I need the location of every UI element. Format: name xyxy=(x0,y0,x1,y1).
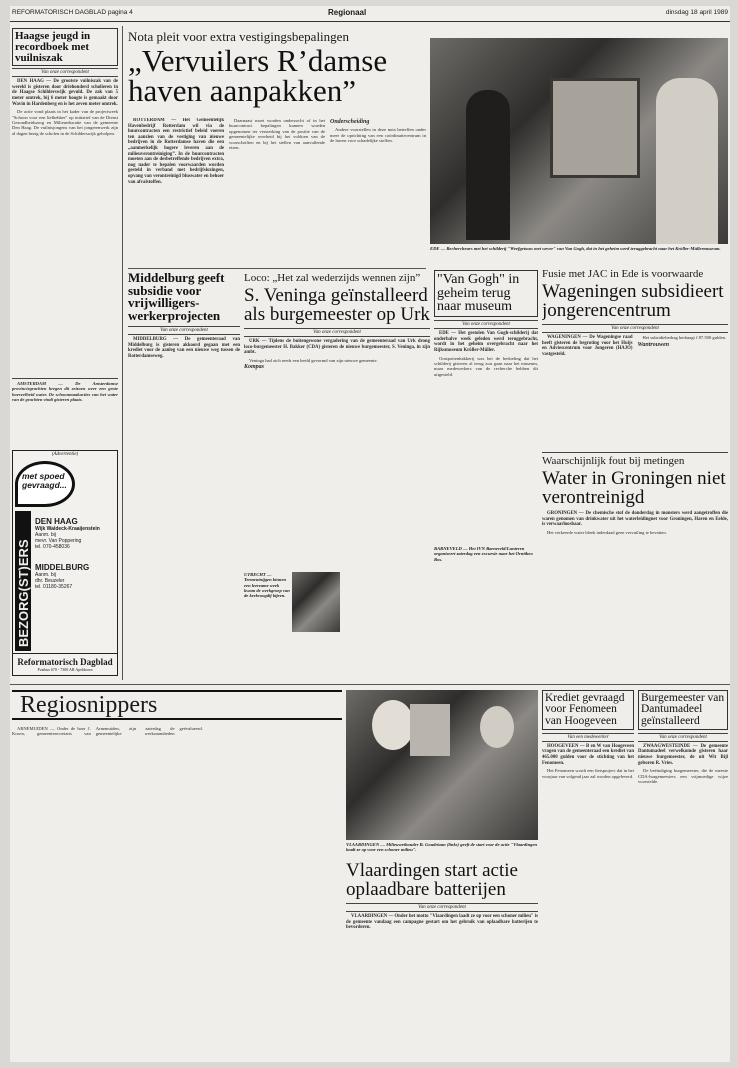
article-vlaardingen xyxy=(346,862,538,1060)
article-title: Wageningen subsidieert jongerencentrum xyxy=(542,281,724,321)
article-lead: GRONINGEN — De chemische stof de donderdag in monsters werd aangetroffen die waren genomen van drinkwater uit het waterleidingnet voor Groningen, Haren en Eelde, is verwaarloosbaar. xyxy=(542,511,728,528)
article-body: Daarnaast moet worden onderzocht of in het huurcontract bepalingen kunnen worden opgenomen ter versterking van de positie van de gemeentelijke overheid bij het voldoen van de voorschriften en bij het stellen van aanvullende eisen. xyxy=(229,118,325,151)
article-byline: Van onze correspondent xyxy=(12,68,118,77)
photo-face-right xyxy=(480,706,514,748)
article-veninga xyxy=(244,272,430,692)
photo-painting xyxy=(550,78,640,178)
article-title: Krediet gevraagd voor Fenomeen van Hoogeveen xyxy=(542,690,634,730)
article-krediet xyxy=(542,690,634,1062)
article-lead: ZWAAGWESTEINDE — De gemeente Dantumadeel verwelkomde gisteren haar nieuwe burgemeester, de uit Wit Bijl geboren R. Vries. xyxy=(638,743,728,766)
article-lead: VLAARDINGEN — Onder het motto "Vlaardingen laadt ze op voor een schoner milieu" is de gemeente vandaag een campagne gestart om het gebruik van oplaadbare batterijen te bevorderen. xyxy=(346,914,538,931)
header-date: dinsdag 18 april 1989 xyxy=(665,9,728,16)
ad-brand: Reformatorisch Dagblad xyxy=(17,657,113,667)
ad-slogan: met spoed gevraagd... xyxy=(22,471,67,490)
article-title: Water in Groningen niet verontreinigd xyxy=(542,468,726,508)
article-groningen xyxy=(542,452,728,678)
article-kicker: Loco: „Het zal wederzijds wennen zijn” xyxy=(244,272,421,284)
page-header xyxy=(10,6,730,22)
regiosnippers-banner xyxy=(12,690,342,720)
ad-vertical-text: BEZORG(ST)ERS xyxy=(16,539,31,647)
header-left: REFORMATORISCH DAGBLAD pagina 4 xyxy=(12,9,133,16)
article-subhead: Onderscheiding xyxy=(330,119,370,125)
article-lead: ROTTERDAM — Het Gemeentelijk Havenbedrijf Rotterdam wil via de huurcontracten een restrictief beleid voeren ten aanzien van de vestiging van nieuwe bedrijven in de Rotterdamse haven die een „aanmerkelijk hogere leveren aan de milieuverontreiniging”. In de huurcontracten moeten aan de desbetreffende bedrijven extra, nog nader te bepalen voorwaarden worden gesteld in verband met bedrijfslozingen, opvang van verontreinigd bluswater en behoer van afvalstoffen. xyxy=(128,118,224,185)
article-haagse-jeugd xyxy=(12,28,118,420)
ad-footer xyxy=(13,653,117,675)
article-lead: WAGENINGEN — De Wageningse raad heeft gisteren de begroting voor het Huijs en Adviescentrum voor Jongeren (HAJO) vastgesteld. xyxy=(542,335,633,357)
caption-ede: EDE — Rechercheurs met het schilderij "Weefgetouw met wever" van Van Gogh, dat in het geheim werd teruggebracht naar het Kröller-Müllermuseum. xyxy=(430,246,721,251)
article-body: Het subsidiebedrag bedraagt f 87.500 gulden. xyxy=(642,335,727,341)
article-body: Het verkeerde water bleek inderdaad geen vervuiling te bevatten. xyxy=(547,530,667,535)
photo-face-left xyxy=(372,700,414,750)
ad-addr1: Aanm. bij xyxy=(35,532,56,538)
caption-text: AMSTERDAM — De Amsterdamse provinciegrachten kregen dit seizoen weer een grote hoeveelheid water. De schoonmaakacties van het water van de grachten vindt gisteren plaats. xyxy=(12,381,118,402)
article-dantumadeel xyxy=(638,690,728,1062)
article-title: Vlaardingen start actie oplaadbare batterijen xyxy=(346,862,518,900)
article-jac xyxy=(542,268,728,448)
header-section: Regionaal xyxy=(328,8,367,17)
ad-vertical-bar xyxy=(15,511,31,651)
article-byline: Van onze correspondent xyxy=(346,903,538,912)
vervuilers-col3 xyxy=(330,118,426,266)
column-rule xyxy=(122,26,123,680)
photo-battery-sign xyxy=(410,704,450,756)
caption-amsterdam xyxy=(12,378,118,442)
ad-city2: MIDDELBURG xyxy=(35,563,90,572)
ad-wijk: Wijk Waldeck-Kraaijenstein xyxy=(35,526,100,532)
article-byline: Van onze correspondent xyxy=(434,320,538,329)
ad-contact-middelburg xyxy=(35,563,115,590)
regio-title: Regiosnippers xyxy=(20,692,158,718)
caption-utrecht: UTRECHT — Termeninijgen binnen een leerzame week kwam de werkgroep van de kerkvoogdij bijeen. xyxy=(244,572,290,599)
article-byline: Van onze correspondent xyxy=(542,324,728,333)
article-title: Haagse jeugd in recordboek met vuilniszak xyxy=(12,28,118,66)
ad-name1: mevr. Van Poppering xyxy=(35,538,82,544)
article-title: Middelburg geeft subsidie voor vrijwilligers-werkerprojecten xyxy=(128,272,225,324)
article-lead: URK — Tijdens de buitengewone vergadering van de gemeenteraad van Urk drong loco-burgemeester H. Bakker (CDA) gisteren de nieuwe burgemeester, S. Veninga, in zijn ambt. xyxy=(244,339,430,356)
article-lead: EDE — Het gestolen Van Gogh-schilderij dat onderhalve week geleden werd teruggebracht, wordt in het geheim overgebracht naar het Rijksmuseum Kröller-Müller. xyxy=(434,331,538,353)
article-lead: DEN HAAG — De grootste vuilniszak van de wereld is gisteren door driehonderd scholieren in de Haagse Schilderswijk gevuld. De zak van 5 meter omtrek, bij 6 meter hoogte is gemaakt door Wavin in Hardenberg en is het zeven meter omtrek. xyxy=(12,79,118,107)
ad-label: (Advertentie) xyxy=(51,452,79,457)
article-body2: Andere voorstellen in deze nota betreffen onder meer de oprichting van een coördinatiecentrum in de haven voor schadelijke stoffen. xyxy=(330,127,426,144)
photo-vlaardingen xyxy=(346,690,538,840)
article-kicker: Nota pleit voor extra vestigingsbepalingen xyxy=(128,30,349,44)
article-byline: Van onze correspondent xyxy=(638,733,728,742)
article-body: MIDDELBURG — De gemeenteraad van Middelburg is gisteren akkoord gegaan met een krediet voor de aanleg van een nieuwe weg tussen de Rotterdamseweg. xyxy=(128,336,240,359)
article-vangogh xyxy=(434,270,538,540)
article-kicker: Fusie met JAC in Ede is voorwaarde xyxy=(542,268,704,280)
article-title: „Vervuilers R’damse haven aanpakken” xyxy=(128,43,388,109)
article-byline: Van een medewerker xyxy=(542,733,634,742)
article-body: Oostpottenbakkerij was het de bedoeling dat het schilderij gisteren al terug zou gaan naar het museum, maar medewerkers van de recherche hebben dit uitgesteld. xyxy=(434,355,538,377)
caption-vlaardingen: VLAARDINGEN — Milieuwethouder B. Goudriaan (links) geeft de start voor de actie "Vlaardingen laadt ze op voor een schoner milieu". xyxy=(346,842,538,853)
regiosnippers-body xyxy=(12,726,342,1060)
ad-addr2: Aanm. bij xyxy=(35,572,56,578)
photo-utrecht xyxy=(292,572,340,632)
caption-barneveld: BARNEVELD — Het IVN Barneveld/Lunteren organiseert zaterdag een excursie naar het Ornitheo Bos. xyxy=(434,546,533,562)
photo-figure-left xyxy=(466,90,510,240)
article-body: Veninga had zich reeds een beeld gevormd van zijn nieuwe gemeente. xyxy=(249,358,378,363)
vervuilers-col2 xyxy=(229,118,325,266)
vervuilers-col1 xyxy=(128,118,224,266)
article-byline: Van onze correspondent xyxy=(244,328,430,337)
photo-ede-painting xyxy=(430,38,728,244)
article-body: De beëindiging burgemeester, die de meeste CDA-burgemeesters een vrijmoedige wijze voorstelde. xyxy=(638,768,728,784)
ad-name2: dhr. Beuzeler xyxy=(35,578,65,584)
article-title: "Van Gogh" in geheim terug naar museum xyxy=(434,270,538,317)
article-body: De actie vond plaats in het kader van de projectweek "Schoon voor een liefhebber" op initiatief van de Dienst Gezondheidszorg en Milieueducatie van de gemeente Den Haag. De vuilnisjongens van het jongerenwerk zijn al dagen bezig de scholen in de Schilderswijk geholpen. xyxy=(12,109,118,136)
rule xyxy=(128,268,426,269)
newspaper-page xyxy=(10,6,730,1062)
article-title: S. Veninga geïnstalleerd als burgemeester op Urk xyxy=(244,285,430,325)
article-kicker: Waarschijnlijk fout bij metingen xyxy=(542,455,685,467)
photo-figure-right xyxy=(656,78,718,244)
ad-city1: DEN HAAG xyxy=(35,517,78,526)
article-subhead: Wantrouwen xyxy=(637,341,670,348)
speech-bubble xyxy=(15,461,75,507)
article-middelburg xyxy=(128,272,240,420)
ad-tel2: tel. 01180-35267 xyxy=(35,584,73,590)
article-vervuilers xyxy=(128,30,426,266)
advertisement xyxy=(12,450,118,676)
article-body: Het Fenomeen wordt een fietsproject dat in het voorjaar van volgend jaar zal worden opgeleverd. xyxy=(542,768,634,779)
rule xyxy=(10,684,730,685)
article-subhead: Kompas xyxy=(244,364,265,371)
ad-brand-sub: Postbus 670 - 7300 AR Apeldoorn xyxy=(37,667,93,672)
article-byline: Van onze correspondent xyxy=(128,326,240,335)
article-lead: HOOGEVEEN — B en W van Hoogeveen vragen van de gemeenteraad een krediet van 465.000 gulden voor de stichting van het Fenomeen. xyxy=(542,743,634,766)
regio-body: ARNEMUIDEN — Onder de hoer J. Kroon, gemeentesecretaris van Arnemuiden, zijn zaterdag de gemeentelijke werkzaamheden geëvalueerd. xyxy=(12,726,203,737)
article-title: Burgemeester van Dantumadeel geïnstalleerd xyxy=(638,690,728,730)
ad-contact-denhaag xyxy=(35,517,115,550)
ad-tel1: tel. 070-458036 xyxy=(35,544,70,550)
